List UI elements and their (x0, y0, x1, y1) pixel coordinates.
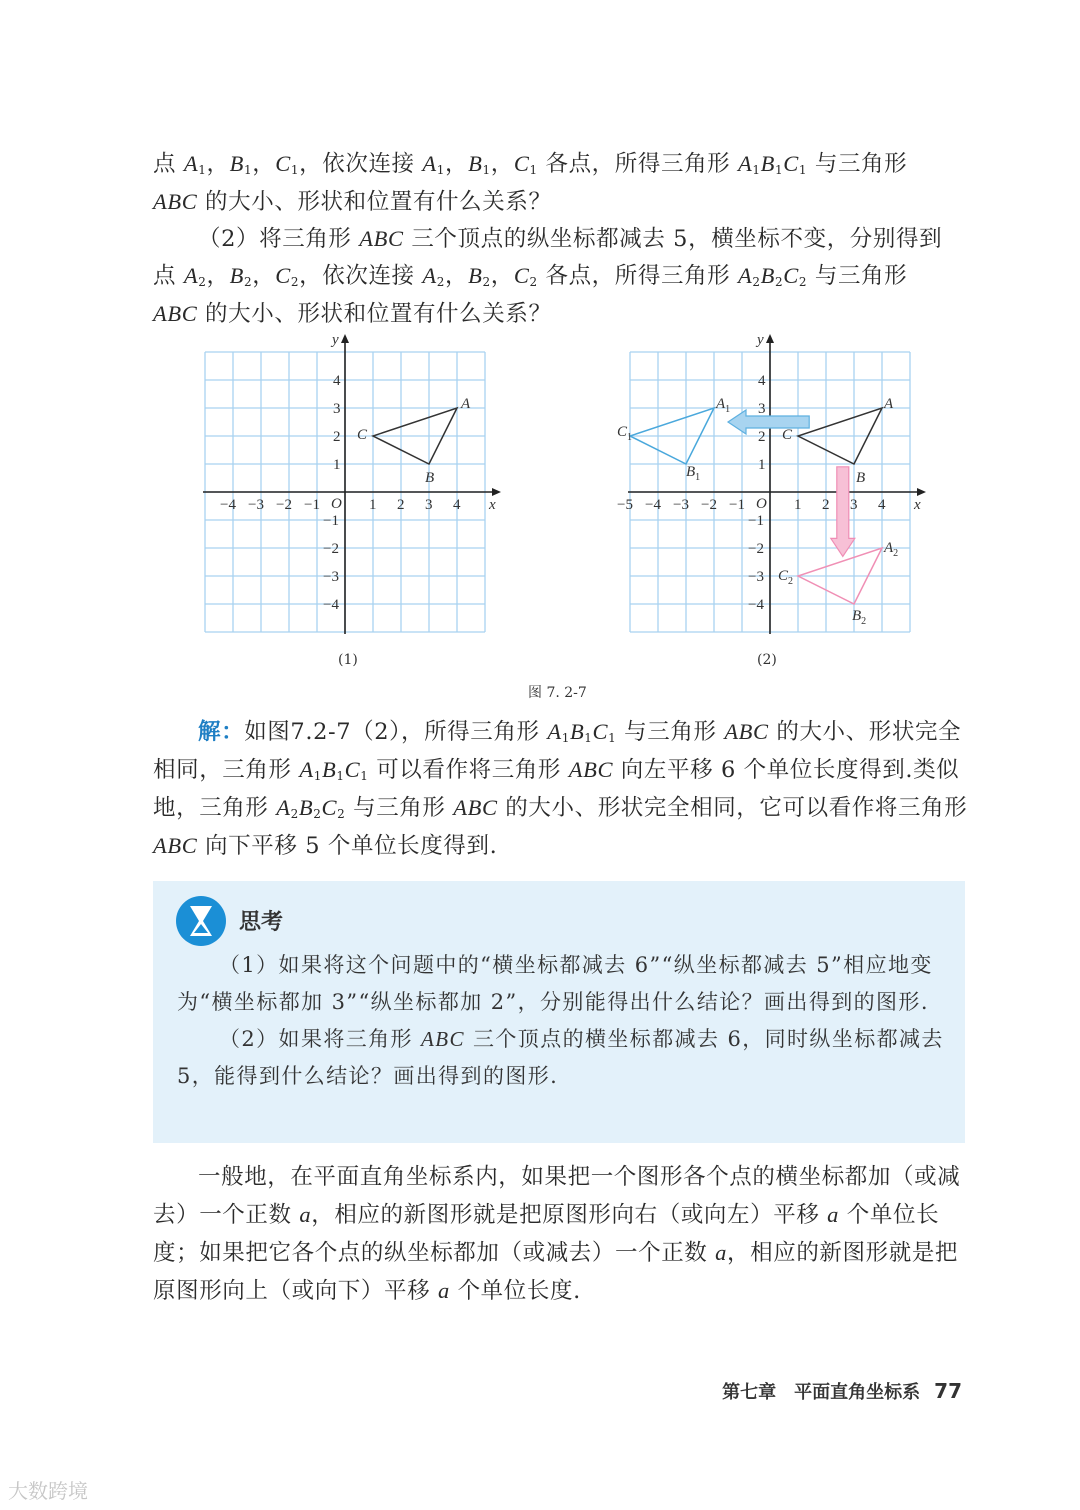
y-axis-arrow (766, 334, 774, 343)
hourglass-icon (175, 895, 227, 947)
x-axis-arrow (492, 488, 501, 496)
y-tick-label: −4 (323, 597, 339, 613)
x-tick-label: 3 (425, 497, 433, 513)
y-axis-label: y (757, 332, 764, 348)
chapter-title: 第七章 平面直角坐标系 (722, 1382, 921, 1403)
y-tick-label: 2 (333, 429, 341, 445)
question-2-cont: 点 $A_2$，$B_2$，$C_2$，依次连接 $A_2$，$B_2$，$C_2$ 各点，所得三角形 $A_2B_2C_2$ 与三角形 ABC 的大小、形状和位置有什么关系？ (153, 263, 908, 327)
x-axis-arrow (917, 488, 926, 496)
think-title: 思考 (239, 910, 284, 935)
left-caption: (1) (338, 652, 358, 668)
y-tick-label: 4 (758, 373, 766, 389)
question-2: （2）将三角形 ABC 三个顶点的纵坐标都减去 5，横坐标不变，分别得到 (198, 226, 943, 252)
think-box (153, 881, 965, 1143)
label-B1: $B_1$ (686, 464, 701, 483)
page-number: 77 (934, 1379, 962, 1403)
label-A2: $A_2$ (884, 540, 899, 559)
x-axis-label: x (489, 497, 496, 513)
y-tick-label: −1 (748, 513, 764, 529)
x-tick-label: −2 (701, 497, 717, 513)
solution: 解：如图7.2-7（2），所得三角形 $A_1B_1C_1$ 与三角形 ABC 的大小、形状完全相同，三角形 $A_1B_1C_1$ 可以看作将三角形 ABC 向左平移 6 个单位长度得到.类似地，三角形 $A_2B_2C_2$ 与三角形 ABC 的大小、形状完全相同，它可以看作将三角形 ABC 向下平移 5 个单位长度得到. (153, 719, 968, 859)
page-footer (722, 1378, 962, 1404)
figure-left (0, 0, 1080, 700)
y-tick-label: 1 (758, 457, 766, 473)
left-grid (203, 332, 501, 634)
right-caption: (2) (757, 652, 777, 668)
x-tick-label: −3 (673, 497, 689, 513)
y-tick-label: −4 (748, 597, 764, 613)
label-C1: $C_1$ (617, 424, 633, 443)
question-1-continuation: 点 $A_1$，$B_1$，$C_1$，依次连接 $A_1$，$B_1$，$C_1$ 各点，所得三角形 $A_1B_1C_1$ 与三角形 ABC 的大小、形状和位置有什么关系？ (153, 151, 908, 215)
x-tick-label: −3 (248, 497, 264, 513)
label-C2: $C_2$ (778, 568, 794, 587)
y-tick-label: −3 (748, 569, 764, 585)
y-tick-label: 3 (758, 401, 766, 417)
label-B2: $B_2$ (852, 608, 867, 627)
y-tick-label: 4 (333, 373, 341, 389)
y-axis-arrow (341, 334, 349, 343)
general-statement: 一般地，在平面直角坐标系内，如果把一个图形各个点的横坐标都加（或减去）一个正数 a，相应的新图形就是把原图形向右（或向左）平移 a 个单位长度；如果把它各个点的纵坐标都加（或减去）一个正数 a，相应的新图形就是把原图形向上（或向下）平移 a 个单位长度. (153, 1164, 961, 1304)
y-tick-label: −2 (748, 541, 764, 557)
x-tick-label: −1 (729, 497, 745, 513)
y-tick-label: 1 (333, 457, 341, 473)
x-tick-label: 1 (369, 497, 377, 513)
right-grid (617, 332, 926, 634)
y-tick-label: −1 (323, 513, 339, 529)
y-tick-label: 3 (333, 401, 341, 417)
y-tick-label: 2 (758, 429, 766, 445)
label-C: C (782, 427, 793, 443)
x-tick-label: −4 (645, 497, 661, 513)
watermark: 大数跨境 (8, 1479, 88, 1503)
y-tick-label: −3 (323, 569, 339, 585)
origin-label: O (756, 496, 767, 512)
x-tick-label: −2 (276, 497, 292, 513)
label-B: B (425, 470, 435, 486)
y-tick-label: −2 (323, 541, 339, 557)
shift-left-arrow (728, 410, 809, 434)
label-C: C (357, 427, 368, 443)
think-body: （1）如果将这个问题中的“横坐标都减去 6”“纵坐标都减去 5”相应地变为“横坐标都加 3”“纵坐标都加 2”，分别能得出什么结论？画出得到的图形. （2）如果将三角形 ABC 三个顶点的横坐标都减去 6，同时纵坐标都减去 5，能得到什么结论？画出得到的图形. (177, 953, 944, 1088)
x-tick-label: 3 (850, 497, 858, 513)
y-axis-label: y (332, 332, 339, 348)
x-tick-label: 4 (453, 497, 461, 513)
x-tick-label: −5 (617, 497, 633, 513)
x-tick-label: −4 (220, 497, 236, 513)
label-B: B (856, 470, 866, 486)
x-tick-label: −1 (304, 497, 320, 513)
x-tick-label: 1 (794, 497, 802, 513)
label-A: A (884, 396, 894, 412)
figure-caption: 图 7. 2-7 (528, 685, 587, 701)
label-A1: $A_1$ (716, 396, 731, 415)
origin-label: O (331, 496, 342, 512)
x-tick-label: 2 (397, 497, 405, 513)
x-tick-label: 2 (822, 497, 830, 513)
label-A: A (461, 396, 471, 412)
x-tick-label: 4 (878, 497, 886, 513)
x-axis-label: x (914, 497, 921, 513)
solution-label: 解： (198, 719, 245, 745)
